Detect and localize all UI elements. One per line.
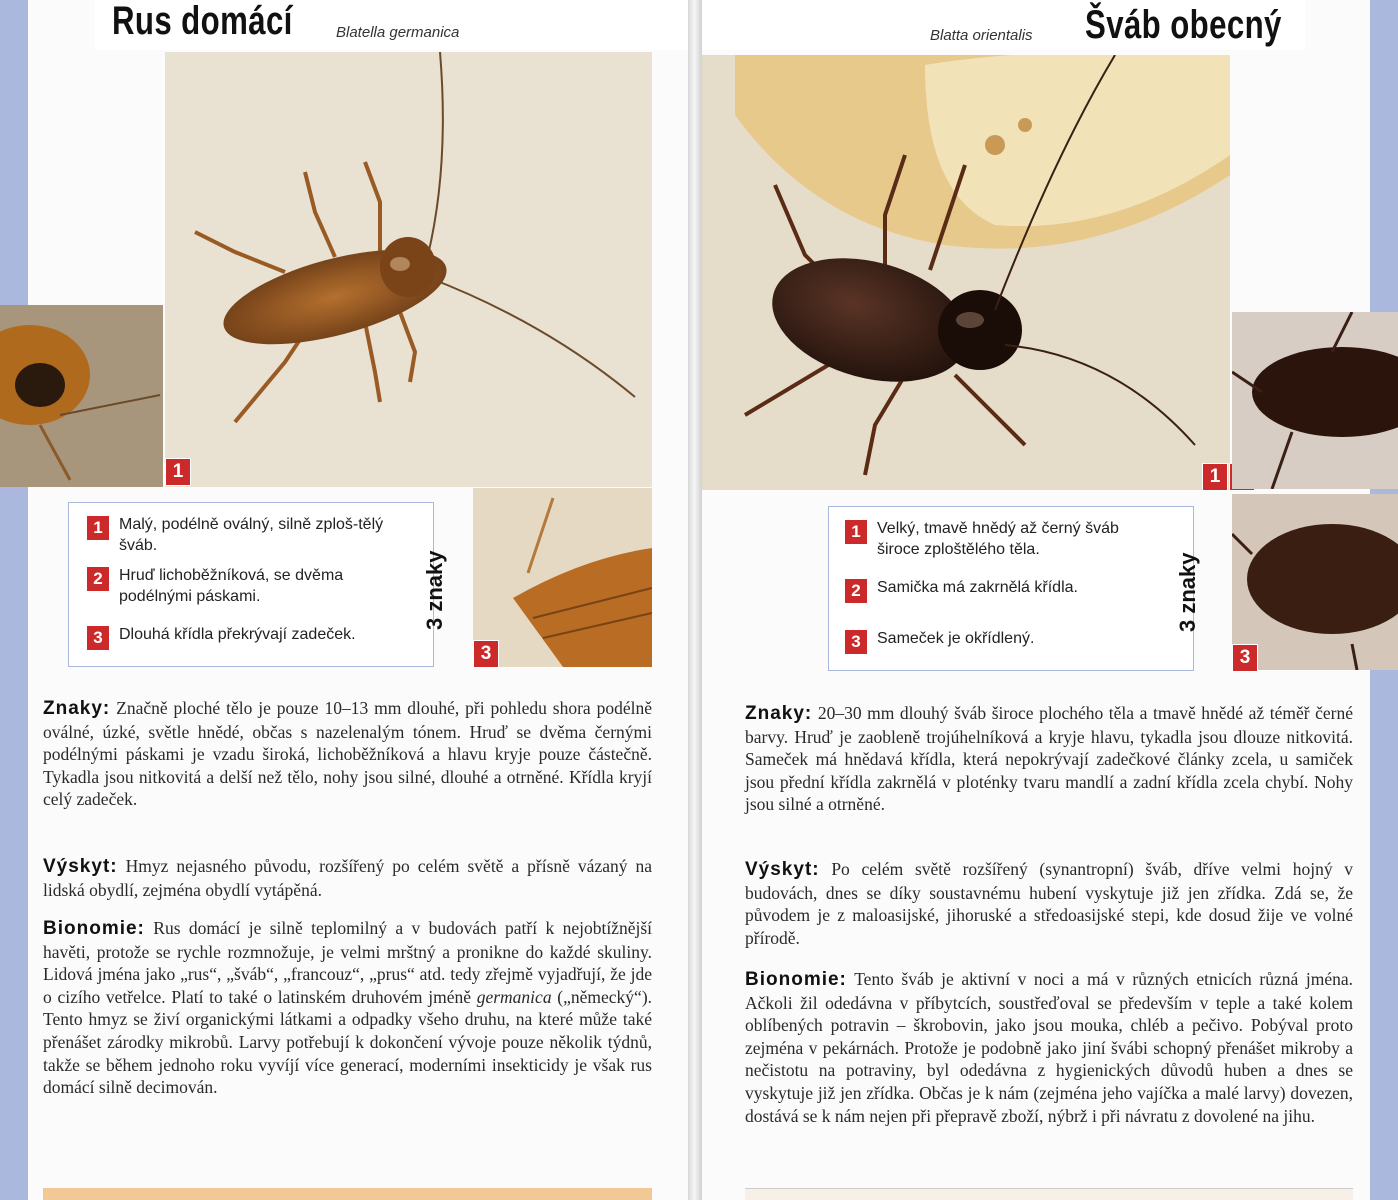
left-calendar-bar	[43, 1188, 652, 1200]
feature-text: Dlouhá křídla překrývají zadeček.	[119, 626, 356, 643]
oriental-cockroach-illustration	[695, 55, 1230, 490]
left-detail-photo	[0, 305, 163, 487]
right-inset-badge-3: 3	[1232, 644, 1258, 672]
right-vyskyt-paragraph	[745, 858, 1353, 949]
wing-detail-illustration	[473, 488, 652, 667]
right-main-photo	[695, 55, 1230, 490]
bionomie-text: Tento šváb je aktivní v noci a má v různých etnicích různá jména. Ačkoli žil odedávna v příbytcích, soustřeďoval se především v teple a také kolem oblíbených potravin – škrobovin, jako jsou mouka, chléb a pečivo. Pobýval proto zejména v pekárnách. Protože je podobně jako jiní švábi schopný přenášet mikroby a nečistotu na potraviny, byl odedávna z hygienických důvodů huben a dnes se vyskytuje již jen zřídka. Občas je k nám (zejména jeho vajíčka a malé larvy) dovezen, dostává se k nám nejen při přepravě zboží, nýbrž i při návratu z dovolené na jihu.	[745, 969, 1354, 1126]
znaky-label: Znaky:	[745, 703, 813, 724]
left-features-label: 3 znaky	[422, 550, 447, 630]
feature-text: Sameček je okřídlený.	[877, 630, 1035, 647]
feature-number: 3	[845, 630, 867, 654]
left-inset-badge-3: 3	[473, 640, 499, 668]
feature-number: 1	[87, 516, 109, 540]
cockroach-head-detail	[0, 305, 163, 487]
feature-text: Malý, podélně oválný, silně zploš-tělý šváb.	[119, 516, 384, 554]
right-detail-photo	[1232, 312, 1398, 489]
right-feature-3	[845, 628, 1145, 654]
bionomie-species-name: germanica	[476, 986, 552, 1007]
left-photo-badge-1: 1	[165, 458, 191, 486]
bionomie-label: Bionomie:	[745, 969, 847, 990]
left-page	[0, 0, 695, 1200]
right-feature-1	[845, 518, 1145, 560]
left-main-photo	[165, 52, 652, 487]
left-latin-name: Blatella germanica	[336, 24, 460, 41]
left-title: Rus domácí	[112, 0, 293, 43]
left-vyskyt-paragraph	[43, 855, 652, 901]
feature-text: Velký, tmavě hnědý až černý šváb široce zploštělého těla.	[877, 520, 1119, 558]
bionomie-text-a: Rus domácí je silně teplomilný a v budovách patří k nejobtížnější havěti, protože se rychle rozmnožuje, je velmi mrštný a pronikne do každé skuliny. Lidová jména jako „rus“, „šváb“, „francouz“, „prus“ atd. tedy zřejmě vyjadřují, že jde o cizího vetřelce. Platí to také o latinském druhovém jméně	[43, 918, 653, 1007]
right-title: Šváb obecný	[1085, 3, 1282, 47]
vyskyt-label: Výskyt:	[745, 859, 820, 880]
feature-number: 3	[87, 626, 109, 650]
left-znaky-paragraph	[43, 697, 652, 811]
vyskyt-text: Hmyz nejasného původu, rozšířený po celém světě a přísně vázaný na lidská obydlí, zejména obydlí vytápěná.	[43, 856, 652, 900]
right-latin-name: Blatta orientalis	[930, 27, 1033, 44]
left-feature-3	[87, 624, 417, 650]
vyskyt-text: Po celém světě rozšířený (synantropní) šváb, dříve velmi hojný v budovách, dnes se díky soustavnému hubení vyskytuje již jen zřídka. Zdá se, že původem je z maloasijské, jihoruské a středoasijské stepi, kde dosud žije ve volné přírodě.	[745, 859, 1354, 948]
right-bionomie-paragraph	[745, 968, 1353, 1127]
feature-number: 2	[845, 579, 867, 603]
left-feature-1	[87, 514, 387, 556]
znaky-label: Znaky:	[43, 698, 111, 719]
german-cockroach-illustration	[165, 52, 652, 487]
left-feature-2	[87, 565, 387, 607]
female-cockroach-detail	[1232, 312, 1398, 489]
left-bionomie-paragraph	[43, 917, 652, 1099]
znaky-text: 20–30 mm dlouhý šváb široce plochého těla a tmavě hnědé až téměř černé barvy. Hruď je zaobleně trojúhelníková a kryje hlavu, tykadla jsou dlouze nitkovitá. Sameček má hnědavá křídla, která nepokrývají zadečkové články zcela, u samiček jsou přední křídla zakrnělá v ploténky tvaru mandlí a zadní křídla zcela chybí. Nohy jsou silné a otrněné.	[745, 703, 1354, 815]
feature-text: Samička má zakrnělá křídla.	[877, 579, 1078, 596]
book-gutter	[688, 0, 702, 1200]
bionomie-text-b: („německý“). Tento hmyz se živí organickými látkami a odpadky všeho druhu, na které může také přenášet zárodky mikrobů. Larvy potřebují k dokončení vývoje pouze několik týdnů, takže se během jednoho roku vyvíjí více generací, moderními insekticidy je však rus domácí silně decimován.	[43, 986, 653, 1098]
feature-number: 2	[87, 567, 109, 591]
right-feature-2	[845, 577, 1145, 603]
bionomie-label: Bionomie:	[43, 918, 145, 939]
right-page	[695, 0, 1398, 1200]
right-photo-badge-1: 1	[1202, 463, 1228, 491]
vyskyt-label: Výskyt:	[43, 856, 118, 877]
right-features-label: 3 znaky	[1175, 552, 1200, 632]
right-calendar-bar	[745, 1188, 1353, 1200]
znaky-text: Značně ploché tělo je pouze 10–13 mm dlouhé, při pohledu shora podélně oválné, úzké, světle hnědé, občas s nazelenalým tónem. Hruď se dvěma černými podélnými páskami je vzadu široká, lichoběžníková a hlavu kryje pouze částečně. Tykadla jsou nitkovitá a delší než tělo, nohy jsou silné, dlouhé a otrněné. Křídla kryjí celý zadeček.	[43, 698, 652, 810]
left-inset-photo	[473, 488, 652, 667]
feature-text: Hruď lichoběžníková, se dvěma podélnými páskami.	[119, 567, 344, 605]
feature-number: 1	[845, 520, 867, 544]
right-znaky-paragraph	[745, 702, 1353, 816]
left-color-band	[0, 0, 28, 1200]
